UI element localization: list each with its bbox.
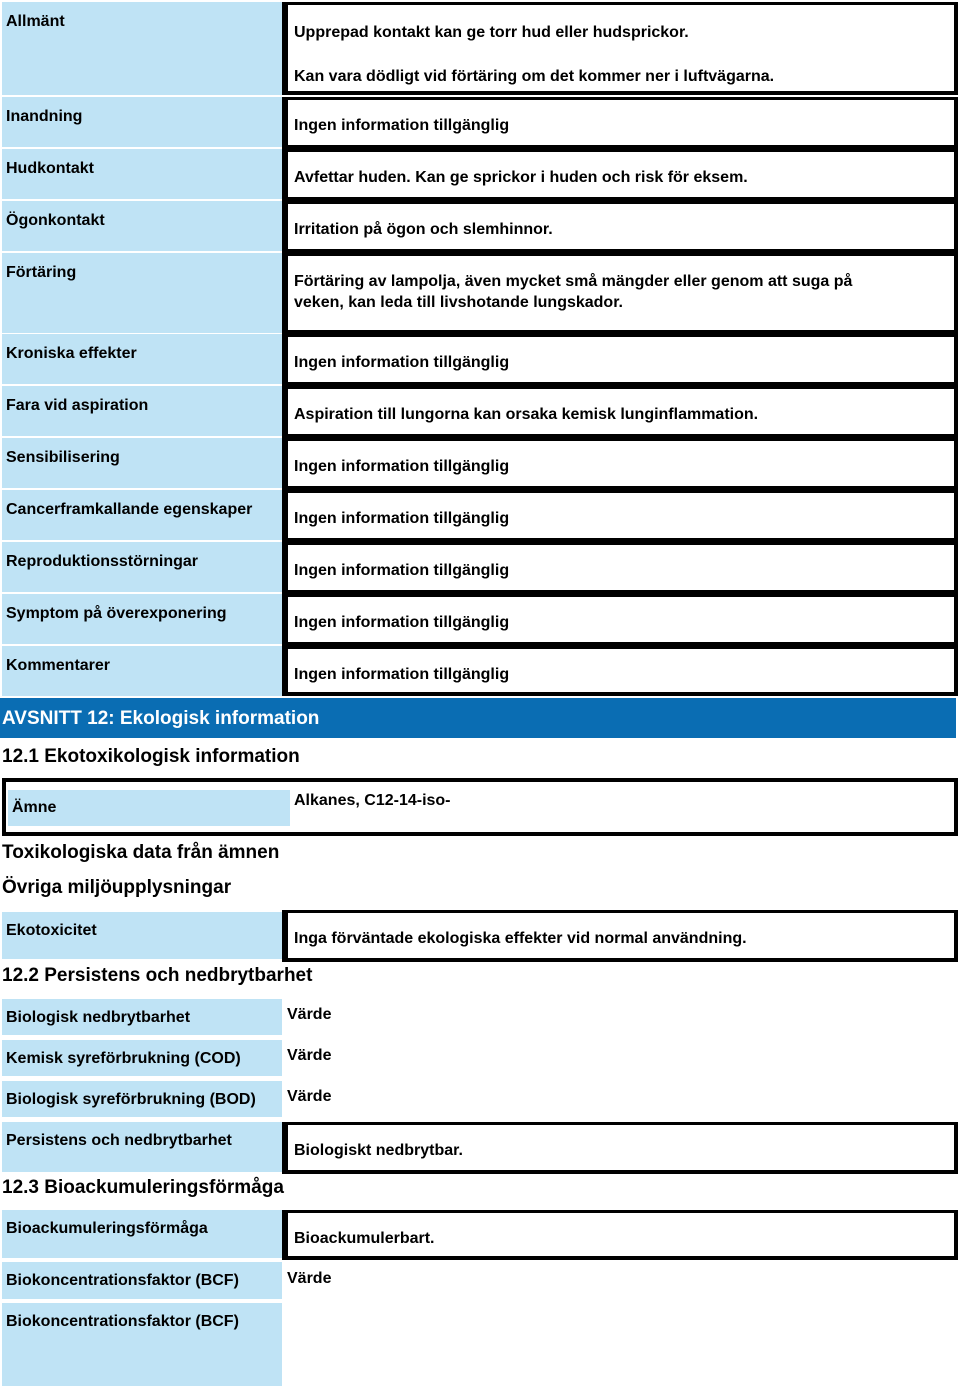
value-bio-nedbrytbarhet: Värde bbox=[287, 1006, 332, 1023]
label-persistens: Persistens och nedbrytbarhet bbox=[2, 1122, 282, 1172]
value-ogonkontakt: Irritation på ögon och slemhinnor. bbox=[282, 201, 958, 253]
value-ekotoxicitet: Inga förväntade ekologiska effekter vid normal användning. bbox=[282, 910, 958, 962]
label-ogonkontakt: Ögonkontakt bbox=[2, 201, 282, 251]
value-symptom: Ingen information tillgänglig bbox=[282, 594, 958, 646]
value-kommentarer: Ingen information tillgänglig bbox=[282, 646, 958, 696]
section-12-header: AVSNITT 12: Ekologisk information bbox=[0, 698, 956, 738]
value-bod: Värde bbox=[287, 1088, 332, 1105]
value-fortaring-line2: veken, kan leda till livshotande lungskador. bbox=[294, 294, 623, 311]
label-sensibilisering: Sensibilisering bbox=[2, 438, 282, 488]
label-cancerframkallande: Cancerframkallande egenskaper bbox=[2, 490, 282, 540]
label-bcf-2: Biokoncentrationsfaktor (BCF) bbox=[2, 1303, 282, 1386]
substance-value: Alkanes, C12-14-iso- bbox=[294, 792, 451, 809]
substance-label: Ämne bbox=[8, 790, 290, 826]
value-kroniska-effekter: Ingen information tillgänglig bbox=[282, 334, 958, 386]
value-sensibilisering: Ingen information tillgänglig bbox=[282, 438, 958, 490]
value-fara-vid-aspiration: Aspiration till lungorna kan orsaka kemisk lunginflammation. bbox=[282, 386, 958, 438]
heading-other-env: Övriga miljöupplysningar bbox=[2, 877, 232, 898]
value-bcf: Värde bbox=[287, 1270, 332, 1287]
value-cancerframkallande: Ingen information tillgänglig bbox=[282, 490, 958, 542]
label-kroniska-effekter: Kroniska effekter bbox=[2, 334, 282, 384]
value-persistens: Biologiskt nedbrytbar. bbox=[282, 1122, 958, 1174]
label-hudkontakt: Hudkontakt bbox=[2, 149, 282, 199]
label-ekotoxicitet: Ekotoxicitet bbox=[2, 912, 282, 959]
value-bioackumulering: Bioackumulerbart. bbox=[282, 1210, 958, 1260]
value-reproduktionsstorningar: Ingen information tillgänglig bbox=[282, 542, 958, 594]
heading-12-2: 12.2 Persistens och nedbrytbarhet bbox=[2, 965, 313, 986]
value-fortaring-line1: Förtäring av lampolja, även mycket små mängder eller genom att suga på bbox=[294, 273, 853, 290]
value-allmant-line1: Upprepad kontakt kan ge torr hud eller hudsprickor. bbox=[294, 24, 689, 41]
value-allmant-line2: Kan vara dödligt vid förtäring om det kommer ner i luftvägarna. bbox=[294, 68, 775, 85]
label-bio-nedbrytbarhet: Biologisk nedbrytbarhet bbox=[2, 999, 282, 1035]
label-fara-vid-aspiration: Fara vid aspiration bbox=[2, 386, 282, 436]
label-cod: Kemisk syreförbrukning (COD) bbox=[2, 1040, 282, 1076]
label-fortaring: Förtäring bbox=[2, 253, 282, 333]
substance-box bbox=[2, 778, 958, 836]
value-cod: Värde bbox=[287, 1047, 332, 1064]
value-hudkontakt: Avfettar huden. Kan ge sprickor i huden och risk för eksem. bbox=[282, 149, 958, 201]
value-allmant bbox=[282, 2, 958, 95]
heading-12-1: 12.1 Ekotoxikologisk information bbox=[2, 746, 300, 767]
label-reproduktionsstorningar: Reproduktionsstörningar bbox=[2, 542, 282, 592]
label-bioackumulering: Bioackumuleringsförmåga bbox=[2, 1210, 282, 1258]
label-symptom: Symptom på överexponering bbox=[2, 594, 282, 644]
label-inandning: Inandning bbox=[2, 97, 282, 147]
value-inandning: Ingen information tillgänglig bbox=[282, 97, 958, 149]
heading-12-3: 12.3 Bioackumuleringsförmåga bbox=[2, 1177, 284, 1198]
label-bod: Biologisk syreförbrukning (BOD) bbox=[2, 1081, 282, 1117]
value-fortaring bbox=[282, 253, 958, 334]
label-kommentarer: Kommentarer bbox=[2, 646, 282, 696]
heading-tox-data: Toxikologiska data från ämnen bbox=[2, 842, 280, 863]
label-allmant: Allmänt bbox=[2, 2, 282, 95]
label-bcf: Biokoncentrationsfaktor (BCF) bbox=[2, 1262, 282, 1299]
